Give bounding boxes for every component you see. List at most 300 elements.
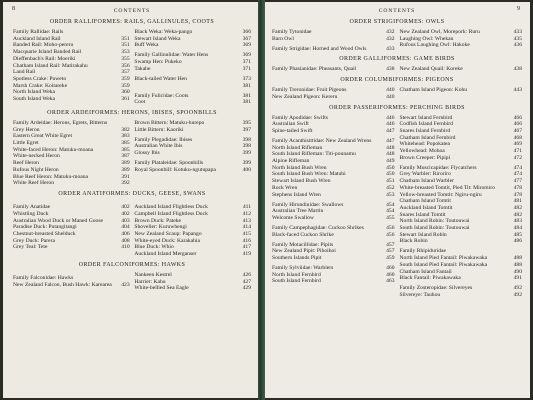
entry-page: 423 [121, 281, 130, 288]
entry-page: 395 [242, 119, 251, 126]
entry-title: Snares Island Fernbird [399, 127, 451, 134]
entry-page: 452 [386, 184, 395, 191]
toc-entry [13, 36, 130, 43]
entry-page: 456 [386, 231, 395, 238]
toc-entry [13, 204, 130, 211]
entry-title: Black-faced Cuckoo Shrike [272, 231, 334, 238]
entry-title: New Zealand Owl, Morepork: Ruru [399, 29, 480, 35]
entry-title: Silvereye: Tauhou [399, 291, 441, 298]
toc-entry [13, 238, 130, 245]
section-strigif [272, 29, 522, 52]
entry-page: 366 [242, 29, 251, 35]
toc-entry [134, 143, 251, 150]
toc-entry [13, 127, 130, 134]
entry-title: North Island Robin: Toutouwai [399, 218, 470, 225]
entry-title: Yellowhead: Mohoa [399, 148, 445, 155]
entry-title: New Zealand Scaup: Papango [134, 231, 202, 238]
toc-entry [134, 59, 251, 66]
entry-title: Banded Rail: Moho-pereru [13, 42, 74, 49]
entry-page: 454 [386, 201, 395, 208]
entry-title: Australian White Ibis [134, 143, 183, 150]
toc-entry [13, 89, 130, 96]
toc-entry [134, 224, 251, 231]
entry-page: 451 [386, 178, 395, 185]
entry-title: Family Ardeidae: Herons, Egrets, Bitterns [13, 119, 108, 126]
entry-page: 381 [242, 99, 251, 106]
entry-page: 373 [242, 75, 251, 82]
entry-column [134, 272, 251, 292]
entry-title: Blue Reef Heron: Matuku-moana [13, 173, 89, 180]
entry-title: Auckland Island Flightless Duck [134, 204, 208, 211]
entry-title: Family Tytonidae [272, 29, 312, 35]
toc-entry [400, 285, 523, 292]
entry-title: Rufous Night Heron [13, 166, 59, 173]
entry-page: 367 [242, 35, 251, 42]
toc-entry [272, 94, 395, 101]
entry-page: 429 [242, 285, 251, 292]
entry-page: 449 [386, 158, 395, 165]
entry-title: Blue Duck: Whio [134, 244, 174, 251]
toc-entry [13, 140, 130, 147]
entry-page: 412 [242, 210, 251, 217]
entry-title: Snares Island Tomtit [399, 211, 446, 218]
entry-title: Family Fulicidae: Coots [134, 92, 189, 99]
entry-page: 460 [386, 265, 395, 272]
toc-entry [13, 96, 130, 103]
entry-page: 359 [121, 75, 130, 82]
entry-page: 426 [242, 271, 251, 278]
entry-title: Family Strigidae: Horned and Wood Owls [272, 45, 367, 52]
toc-entry [134, 83, 251, 90]
entry-page: 371 [242, 65, 251, 72]
entry-page: 474 [513, 164, 522, 171]
entry-title: Paradise Duck: Putangitangi [13, 224, 77, 231]
toc-entry [13, 29, 130, 36]
entry-page: 356 [121, 62, 130, 69]
entry-title: Black Fantail: Piwakawaka [399, 275, 461, 282]
toc-entry [134, 211, 251, 218]
entry-page: 467 [513, 127, 522, 134]
entry-title: Little Bittern: Kaoriki [134, 126, 184, 133]
entry-page: 481 [513, 198, 522, 205]
entry-column [272, 29, 395, 52]
toc-entry [134, 167, 251, 174]
entry-column [13, 120, 130, 187]
entry-page: 484 [513, 225, 522, 232]
section-anatif [13, 201, 251, 258]
entry-page: 414 [242, 224, 251, 231]
entry-page: 483 [513, 218, 522, 225]
entry-page: 410 [121, 244, 130, 251]
entry-title: South Island Weka [13, 96, 56, 103]
entry-page: 436 [513, 42, 522, 49]
toc-entry [272, 138, 395, 145]
entry-title: Royal Spoonbill: Kotuku-ngutupapa [134, 166, 216, 173]
order-heading: ORDER GALLIFORMES: GAME BIRDS [339, 56, 455, 63]
entry-title: Codfish Island Fernbird [399, 121, 453, 128]
toc-entry [400, 198, 523, 205]
toc-entry [134, 76, 251, 83]
entry-title: South Island Robin: Toutouwai [399, 225, 470, 232]
toc-entry [400, 269, 523, 276]
entry-page: 406 [121, 231, 130, 238]
entry-column [13, 201, 130, 258]
toc-entry [400, 275, 523, 282]
entry-page: 460 [386, 271, 395, 278]
toc-entry [13, 218, 130, 225]
toc-entry [400, 135, 523, 142]
entry-page: 398 [242, 136, 251, 143]
entry-title: Barn Owl [272, 35, 294, 42]
entry-title: North Island Fernbird [272, 271, 321, 278]
toc-entry [13, 83, 130, 90]
toc-entry [272, 265, 395, 272]
toc-entry [13, 211, 130, 218]
entry-page: 488 [513, 255, 522, 262]
entry-column [272, 66, 395, 73]
toc-entry [134, 244, 251, 251]
toc-entry [13, 244, 130, 251]
entry-title: Auckland Island Rail [13, 35, 61, 42]
entry-title: White-breasted Tomtit, Pied Tit: Miromiro [399, 184, 495, 191]
entry-page: 404 [121, 224, 130, 231]
toc-entry [134, 272, 251, 279]
toc-entry [13, 224, 130, 231]
entry-title: Chatham Island Fantail [399, 268, 452, 275]
entry-page: 351 [121, 42, 130, 49]
toc-entry [400, 66, 523, 73]
entry-page: 471 [513, 148, 522, 155]
section-passerif [272, 115, 522, 299]
entry-page: 408 [121, 237, 130, 244]
entry-page: 456 [386, 224, 395, 231]
entry-page: 474 [513, 171, 522, 178]
toc-entry [13, 167, 130, 174]
order-heading: ORDER PASSERIFORMES: PERCHING BIRDS [329, 104, 465, 111]
entry-page: 400 [242, 166, 251, 173]
entry-page: 381 [242, 92, 251, 99]
toc-entry [272, 87, 395, 94]
entry-page: 389 [121, 160, 130, 167]
section-list [13, 19, 251, 292]
toc-entry [134, 218, 251, 225]
entry-page: 402 [121, 210, 130, 217]
toc-entry [272, 272, 395, 279]
entry-title: New Zealand Pigeon: Kereru [272, 93, 338, 100]
entry-page: 478 [513, 184, 522, 191]
entry-title: Spine-tailed Swift [272, 127, 313, 134]
entry-page: 433 [513, 29, 522, 35]
entry-page: 413 [242, 217, 251, 224]
toc-entry [134, 120, 251, 127]
entry-title: Glossy Ibis [134, 150, 160, 157]
entry-page: 488 [513, 261, 522, 268]
book-spine [258, 0, 265, 400]
entry-title: Whistling Duck [13, 210, 49, 217]
entry-column [400, 115, 523, 299]
entry-title: Land Rail [13, 69, 36, 76]
toc-entry [134, 251, 251, 258]
order-heading: ORDER COLUMBIFORMES: PIGEONS [340, 77, 454, 84]
toc-entry [272, 278, 395, 285]
entry-page: 447 [386, 137, 395, 144]
entry-title: Whitehead: Popokatea [399, 141, 450, 148]
entry-page: 468 [513, 134, 522, 141]
toc-entry [400, 42, 523, 49]
entry-page: 443 [513, 87, 522, 94]
entry-title: Little Egret [13, 140, 39, 147]
entry-page: 446 [386, 121, 395, 128]
toc-entry [272, 215, 395, 222]
toc-entry [400, 292, 523, 299]
toc-entry [272, 225, 395, 232]
entry-title: Family Motacillidae: Pipits [272, 241, 334, 248]
entry-page: 478 [513, 191, 522, 198]
toc-entry [272, 185, 395, 192]
toc-entry [272, 171, 395, 178]
running-head: CONTENTS [378, 8, 416, 14]
entry-page: 450 [386, 171, 395, 178]
toc-entry [400, 128, 523, 135]
section-rallif [13, 29, 251, 106]
toc-entry [13, 69, 130, 76]
entry-title: Alpine Rifleman [272, 158, 310, 165]
entry-page: 485 [513, 231, 522, 238]
entry-title: Family Zosteropidae: Silvereyes [399, 285, 473, 292]
entry-title: Southern Islands Pipit [272, 255, 322, 262]
entry-title: Stewart Island Bush Wren [272, 178, 331, 185]
entry-title: Grey Teal: Tete [13, 244, 48, 251]
entry-page: 416 [242, 237, 251, 244]
entry-page: 351 [121, 35, 130, 42]
entry-title: Shoveller: Kuruwhengi [134, 224, 187, 231]
toc-entry [400, 218, 523, 225]
entry-page: 355 [121, 55, 130, 62]
entry-title: South Island Rifleman: Titi-pounamu [272, 151, 356, 158]
entry-title: Family Campephagidae: Cuckoo Shrikes [272, 224, 364, 231]
running-head: CONTENTS [113, 8, 151, 14]
entry-page: 459 [386, 255, 395, 262]
entry-title: Yellow-breasted Tomtit: Ngiru-ngiru [399, 191, 482, 198]
toc-entry [400, 205, 523, 212]
entry-title: Family Anatidae [13, 204, 51, 211]
entry-title: South Island Fernbird [272, 278, 321, 285]
page-number: 8 [12, 6, 15, 12]
toc-entry [134, 127, 251, 134]
entry-title: Spotless Crake: Puweto [13, 75, 67, 82]
entry-title: Rock Wren [272, 184, 298, 191]
entry-title: Chestnut-breasted Shelduck [13, 231, 76, 238]
entry-page: 455 [386, 214, 395, 221]
entry-page: 482 [513, 204, 522, 211]
entry-title: Eastern Great White Egret [13, 133, 73, 140]
toc-entry [400, 248, 523, 255]
entry-title: Family Muscicapidae: Flycatchers [399, 164, 477, 171]
entry-title: Brown Bittern: Matuku-hurepo [134, 119, 205, 126]
entry-title: New Zealand Quail: Koreke [399, 66, 463, 73]
toc-entry [400, 185, 523, 192]
entry-title: Chatham Island Tomtit [399, 198, 451, 205]
order-heading: ORDER FALCONIFORMES: HAWKS [78, 261, 186, 268]
entry-title: White Reef Heron [13, 180, 55, 187]
entry-title: North Island Weka [13, 89, 56, 96]
toc-entry [272, 208, 395, 215]
toc-entry [13, 147, 130, 154]
entry-page: 360 [121, 89, 130, 96]
entry-title: New Zealand Pipit: Pihoihoi [272, 248, 336, 255]
entry-title: Australian Wood Duck or Maned Goose [13, 217, 104, 224]
entry-page: 369 [242, 52, 251, 59]
toc-entry [13, 42, 130, 49]
entry-page: 427 [242, 278, 251, 285]
entry-page: 448 [386, 151, 395, 158]
entry-page: 457 [386, 248, 395, 255]
entry-title: Takahe [134, 65, 151, 72]
entry-page: 389 [121, 166, 130, 173]
entry-page: 492 [513, 285, 522, 292]
entry-page: 432 [386, 29, 395, 35]
entry-page: 399 [242, 150, 251, 157]
entry-title: Family Rhipiduridae [399, 248, 446, 255]
entry-title: Stewart Island Robin [399, 231, 447, 238]
toc-entry [400, 255, 523, 262]
entry-column [134, 120, 251, 187]
toc-entry [134, 137, 251, 144]
entry-column [134, 29, 251, 106]
entry-title: Family Apodidae: Swifts [272, 114, 328, 121]
entry-title: Welcome Swallow [272, 214, 314, 221]
entry-title: Rufous Laughing Owl: Hakoke [399, 42, 470, 49]
entry-page: 398 [242, 143, 251, 150]
entry-title: Family Rallidae: Rails [13, 29, 64, 35]
entry-title: Family Acanthisittidae: New Zealand Wrens [272, 137, 372, 144]
entry-title: White-bellied Sea Eagle [134, 285, 189, 292]
toc-entry [272, 121, 395, 128]
entry-title: Family Sylviidae: Warblers [272, 265, 334, 272]
entry-title: Family Gallinulidae: Water Hens [134, 52, 209, 59]
entry-title: White-faced Heron: Matuku-moana [13, 146, 94, 153]
toc-entry [134, 238, 251, 245]
entry-title: Chatham Island Warbler [399, 178, 454, 185]
entry-title: Macquarie Island Banded Rail [13, 49, 82, 56]
toc-entry [272, 158, 395, 165]
entry-title: Grey Heron [13, 126, 40, 133]
toc-entry [400, 121, 523, 128]
entry-title: Auckland Island Merganser [134, 251, 197, 258]
entry-title: Family Plataleidae: Spoonbills [134, 160, 204, 167]
entry-page: 453 [386, 191, 395, 198]
entry-page: 415 [242, 231, 251, 238]
toc-entry [400, 141, 523, 148]
order-heading: ORDER RALLIFORMES: RAILS, GALLINULES, COOTS [49, 19, 215, 25]
entry-page: 454 [386, 208, 395, 215]
right-page [265, 2, 530, 398]
entry-page: 486 [513, 238, 522, 245]
entry-title: Swamp Hen: Pukeko [134, 59, 182, 66]
order-heading: ORDER STRIGIFORMES: OWLS [349, 19, 445, 25]
entry-page: 440 [386, 87, 395, 94]
entry-page: 457 [386, 241, 395, 248]
toc-entry [400, 238, 523, 245]
toc-entry [134, 160, 251, 167]
entry-title: Family Treronidae: Fruit Pigeons [272, 87, 347, 94]
entry-page: 438 [386, 66, 395, 73]
entry-title: White-eyed Duck: Karakahia [134, 237, 200, 244]
toc-entry [13, 56, 130, 63]
entry-page: 432 [386, 35, 395, 42]
toc-entry [272, 165, 395, 172]
entry-title: Stephens Island Wren [272, 191, 321, 198]
entry-column [400, 29, 523, 52]
entry-page: 361 [121, 96, 130, 103]
entry-page: 357 [121, 69, 130, 76]
entry-title: Dieffenbach's Rail: Moeriki [13, 55, 76, 62]
section-columbif [272, 87, 522, 100]
entry-title: Family Plegadidae: Ibises [134, 136, 193, 143]
toc-entry [400, 225, 523, 232]
order-heading: ORDER ARDEIFORMES: HERONS, IBISES, SPOONBILLS [47, 109, 217, 116]
entry-page: 448 [386, 144, 395, 151]
toc-entry [400, 192, 523, 199]
order-heading: ORDER ANATIFORMES: DUCKS, GEESE, SWANS [58, 190, 206, 197]
entry-column [400, 87, 523, 100]
toc-entry [400, 29, 523, 36]
entry-column [400, 66, 523, 73]
toc-entry [272, 248, 395, 255]
entry-title: Black-tailed Water Hen [134, 75, 187, 82]
toc-entry [13, 282, 130, 289]
toc-entry [400, 212, 523, 219]
toc-entry [13, 275, 130, 282]
toc-entry [134, 52, 251, 59]
entry-page: 397 [242, 126, 251, 133]
entry-title: Chatham Island Rail: Matirakahu [13, 62, 88, 69]
toc-entry [13, 160, 130, 167]
toc-entry [134, 66, 251, 73]
entry-title: Brown Duck: Pateke [134, 217, 181, 224]
entry-page: 490 [513, 268, 522, 275]
toc-entry [134, 29, 251, 36]
entry-page: 353 [121, 49, 130, 56]
entry-page: 359 [121, 82, 130, 89]
entry-page: 387 [121, 153, 130, 160]
entry-page: 491 [513, 275, 522, 282]
entry-title: South Island Pied Fantail: Piwakawaka [399, 261, 488, 268]
entry-page: 402 [121, 204, 130, 211]
toc-entry [272, 128, 395, 135]
entry-page: 385 [121, 146, 130, 153]
toc-entry [400, 165, 523, 172]
entry-title: Marsh Crake: Koitareke [13, 82, 68, 89]
toc-entry [13, 49, 130, 56]
entry-page: 371 [242, 59, 251, 66]
toc-entry [13, 76, 130, 83]
entry-title: Family Phasianidae: Pheasants, Quail [272, 66, 357, 73]
entry-title: Brown Creeper: Pipipi [399, 154, 451, 161]
toc-entry [13, 63, 130, 70]
entry-page: 477 [513, 178, 522, 185]
entry-page: 417 [242, 244, 251, 251]
entry-title: Grey Warbler: Riroriro [399, 171, 451, 178]
section-list [272, 19, 522, 299]
page-number: 9 [517, 6, 520, 12]
entry-page: 392 [121, 180, 130, 187]
entry-column [13, 272, 130, 292]
toc-entry [134, 150, 251, 157]
entry-page: 469 [513, 141, 522, 148]
entry-page: 381 [242, 82, 251, 89]
toc-entry [134, 231, 251, 238]
